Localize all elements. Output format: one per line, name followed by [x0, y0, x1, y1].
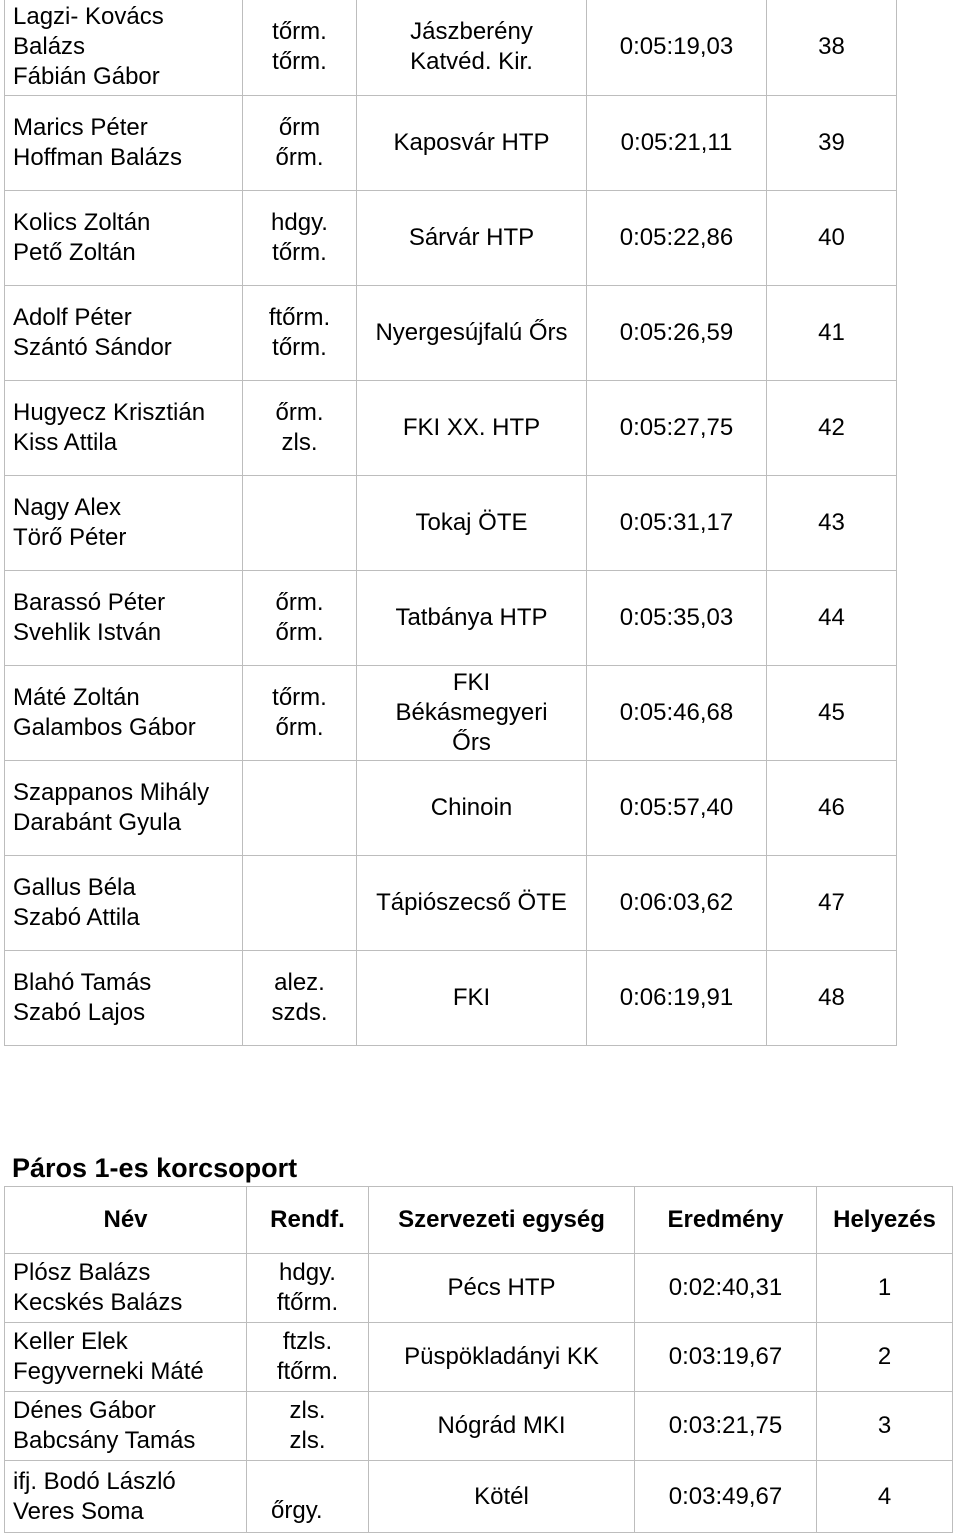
- section-heading: Páros 1-es korcsoport: [12, 1153, 298, 1183]
- rank-cell: hdgy. ftőrm.: [247, 1254, 369, 1323]
- org-cell: FKI XX. HTP: [357, 380, 587, 475]
- place-cell: 48: [767, 950, 897, 1045]
- table-row: [5, 380, 897, 475]
- result-cell: 0:05:46,68: [587, 665, 767, 760]
- table-row: [5, 475, 897, 570]
- header-result: Eredmény: [635, 1187, 817, 1254]
- result-cell: 0:06:03,62: [587, 855, 767, 950]
- table-row: [5, 1254, 953, 1323]
- result-cell: 0:05:27,75: [587, 380, 767, 475]
- names-cell: Nagy Alex Törő Péter: [5, 475, 243, 570]
- rank-cell: ftzls. ftőrm.: [247, 1323, 369, 1392]
- place-cell: 38: [767, 0, 897, 95]
- org-cell: Pécs HTP: [369, 1254, 635, 1323]
- rank-cell: [243, 475, 357, 570]
- rank-text: őrgy.: [271, 1497, 323, 1524]
- org-cell: Nyergesújfalú Őrs: [357, 285, 587, 380]
- place-cell: 3: [817, 1392, 953, 1461]
- result-cell: 0:05:35,03: [587, 570, 767, 665]
- org-cell: Nógrád MKI: [369, 1392, 635, 1461]
- names-cell: Barassó Péter Svehlik István: [5, 570, 243, 665]
- place-cell: 2: [817, 1323, 953, 1392]
- names-cell: Lagzi- Kovács Balázs Fábián Gábor: [5, 0, 243, 95]
- org-cell: Jászberény Katvéd. Kir.: [357, 0, 587, 95]
- table-row: [5, 665, 897, 760]
- org-cell: Püspökladányi KK: [369, 1323, 635, 1392]
- names-cell: ifj. Bodó László Veres Soma: [5, 1461, 247, 1533]
- rank-cell: [247, 1461, 369, 1533]
- names-cell: Adolf Péter Szántó Sándor: [5, 285, 243, 380]
- place-cell: 43: [767, 475, 897, 570]
- result-cell: 0:03:19,67: [635, 1323, 817, 1392]
- names-cell: Blahó Tamás Szabó Lajos: [5, 950, 243, 1045]
- names-cell: Marics Péter Hoffman Balázs: [5, 95, 243, 190]
- names-cell: Dénes Gábor Babcsány Tamás: [5, 1392, 247, 1461]
- place-cell: 44: [767, 570, 897, 665]
- table-row: [5, 95, 897, 190]
- table-row: [5, 285, 897, 380]
- result-cell: 0:05:19,03: [587, 0, 767, 95]
- result-cell: 0:05:22,86: [587, 190, 767, 285]
- place-cell: 47: [767, 855, 897, 950]
- rank-cell: őrm őrm.: [243, 95, 357, 190]
- table-row: [5, 950, 897, 1045]
- org-cell: Tápiószecső ÖTE: [357, 855, 587, 950]
- place-cell: 40: [767, 190, 897, 285]
- table-row: [5, 855, 897, 950]
- rank-cell: alez. szds.: [243, 950, 357, 1045]
- place-cell: 4: [817, 1461, 953, 1533]
- rank-cell: hdgy. tőrm.: [243, 190, 357, 285]
- rank-cell: [243, 760, 357, 855]
- table-row: [5, 1323, 953, 1392]
- rank-cell: tőrm. tőrm.: [243, 0, 357, 95]
- header-row: [5, 1187, 953, 1254]
- rank-cell: őrm. zls.: [243, 380, 357, 475]
- rank-cell: ftőrm. tőrm.: [243, 285, 357, 380]
- org-cell: Kötél: [369, 1461, 635, 1533]
- names-cell: Máté Zoltán Galambos Gábor: [5, 665, 243, 760]
- org-cell: Tatbánya HTP: [357, 570, 587, 665]
- names-cell: Hugyecz Krisztián Kiss Attila: [5, 380, 243, 475]
- table-row: [5, 570, 897, 665]
- table-row: [5, 760, 897, 855]
- result-cell: 0:05:21,11: [587, 95, 767, 190]
- results-table-continued: [4, 0, 897, 1046]
- org-cell: Kaposvár HTP: [357, 95, 587, 190]
- rank-cell: [243, 855, 357, 950]
- result-cell: 0:03:49,67: [635, 1461, 817, 1533]
- place-cell: 46: [767, 760, 897, 855]
- names-cell: Plósz Balázs Kecskés Balázs: [5, 1254, 247, 1323]
- table-row: [5, 190, 897, 285]
- place-cell: 42: [767, 380, 897, 475]
- header-org: Szervezeti egység: [369, 1187, 635, 1254]
- names-cell: Kolics Zoltán Pető Zoltán: [5, 190, 243, 285]
- table-row: [5, 0, 897, 95]
- org-cell: FKI: [357, 950, 587, 1045]
- place-cell: 45: [767, 665, 897, 760]
- org-cell: Chinoin: [357, 760, 587, 855]
- result-cell: 0:06:19,91: [587, 950, 767, 1045]
- results-table-pairs-1: [4, 1186, 953, 1533]
- table-row: [5, 1461, 953, 1533]
- result-cell: 0:03:21,75: [635, 1392, 817, 1461]
- header-name: Név: [5, 1187, 247, 1254]
- result-cell: 0:05:26,59: [587, 285, 767, 380]
- place-cell: 41: [767, 285, 897, 380]
- place-cell: 1: [817, 1254, 953, 1323]
- header-rank: Rendf.: [247, 1187, 369, 1254]
- org-cell: FKI Békásmegyeri Őrs: [357, 665, 587, 760]
- table-row: [5, 1392, 953, 1461]
- names-cell: Keller Elek Fegyverneki Máté: [5, 1323, 247, 1392]
- header-place: Helyezés: [817, 1187, 953, 1254]
- rank-cell: zls. zls.: [247, 1392, 369, 1461]
- place-cell: 39: [767, 95, 897, 190]
- result-cell: 0:05:31,17: [587, 475, 767, 570]
- org-cell: Sárvár HTP: [357, 190, 587, 285]
- names-cell: Szappanos Mihály Darabánt Gyula: [5, 760, 243, 855]
- rank-cell: tőrm. őrm.: [243, 665, 357, 760]
- names-cell: Gallus Béla Szabó Attila: [5, 855, 243, 950]
- result-cell: 0:02:40,31: [635, 1254, 817, 1323]
- org-cell: Tokaj ÖTE: [357, 475, 587, 570]
- rank-cell: őrm. őrm.: [243, 570, 357, 665]
- result-cell: 0:05:57,40: [587, 760, 767, 855]
